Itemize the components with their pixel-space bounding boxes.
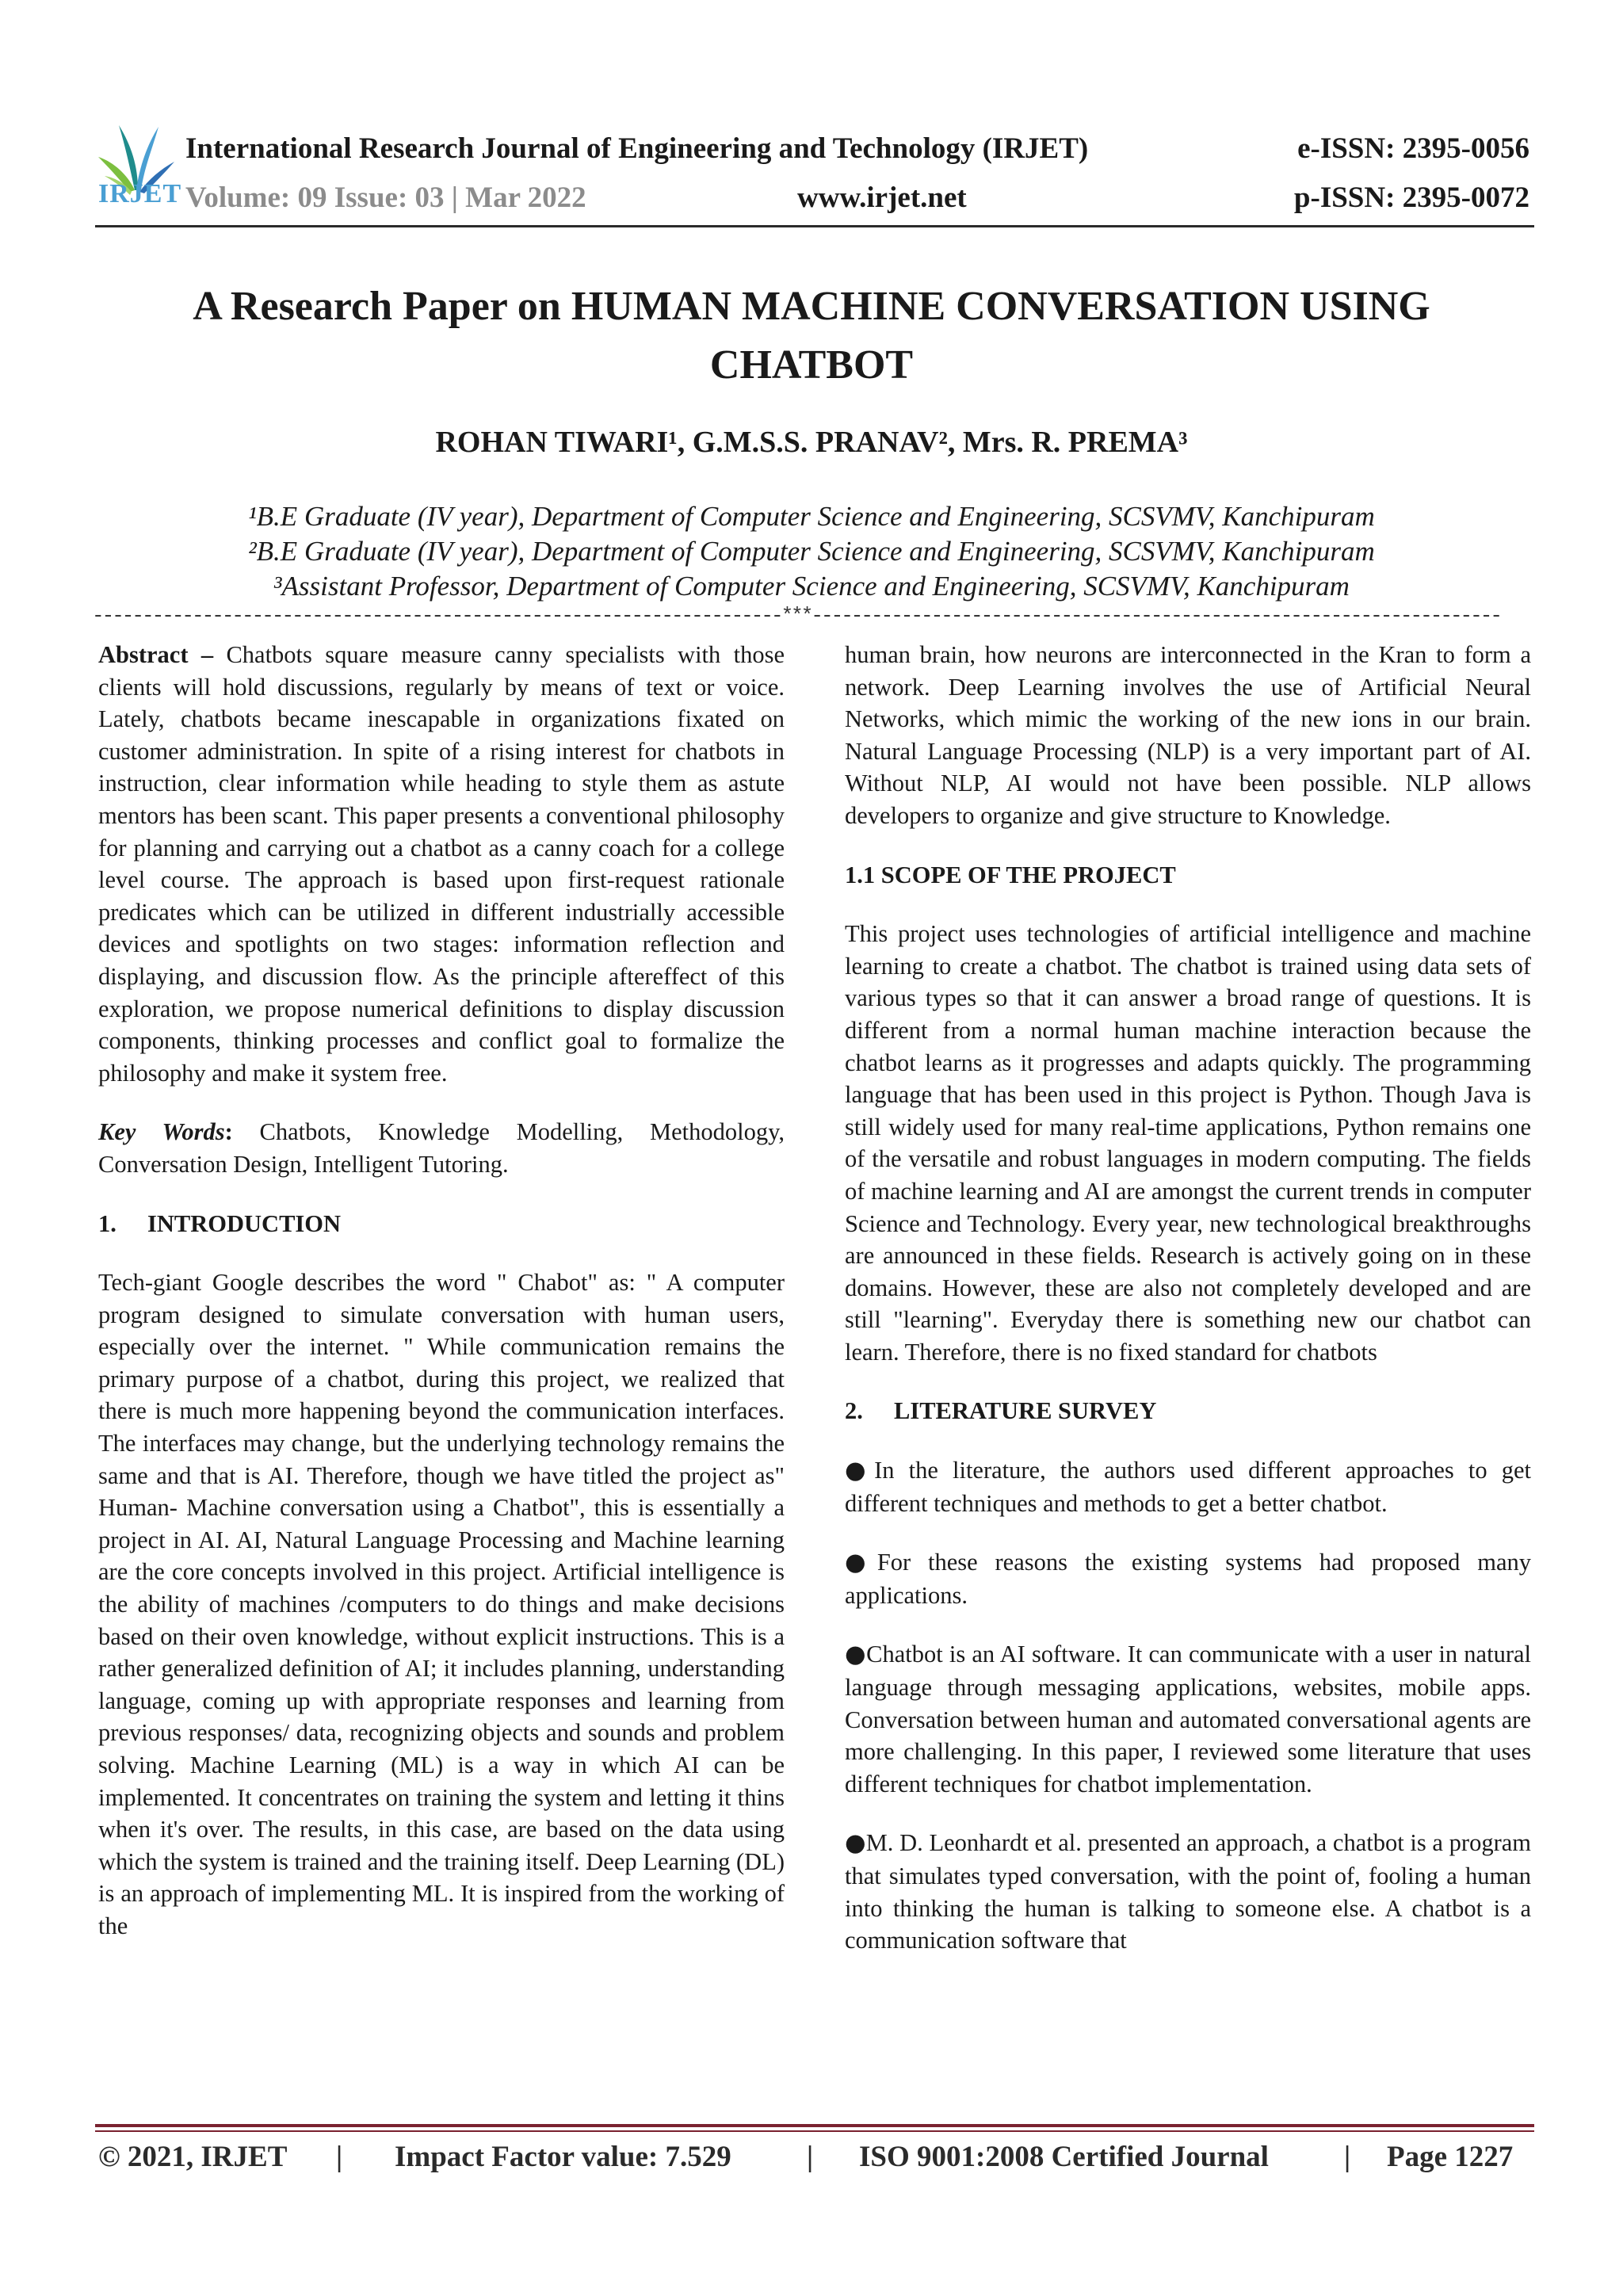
footer-iso-certification: ISO 9001:2008 Certified Journal: [859, 2141, 1269, 2173]
footer-copyright: © 2021, IRJET: [98, 2141, 288, 2173]
footer-divider-thin: [95, 2130, 1534, 2132]
keywords-text: Chatbots, Knowledge Modelling, Methodology, Conversation Design, Intelligent Tutoring.: [98, 1118, 785, 1178]
keywords-label: Key Words: [98, 1118, 225, 1146]
right-column: [845, 639, 1531, 1984]
section-separator: ---------------------------------------------------------------------***---------------------------------------------------------------------: [92, 604, 1500, 628]
literature-bullet: ●Chatbot is an AI software. It can communicate with a user in natural language through messaging applications, websites, mobile apps. Conversation between human and automated conversational agents are more challenging. In this paper, I reviewed some literature that uses different techniques for chatbot implementation.: [845, 1641, 1531, 1797]
literature-bullet: ●In the literature, the authors used different approaches to get different techniques and methods to get a better chatbot.: [845, 1457, 1532, 1517]
section-number: 2.: [845, 1397, 863, 1425]
footer-page-number: Page 1227: [1387, 2141, 1514, 2173]
journal-name: International Research Journal of Engineering and Technology (IRJET): [185, 132, 1089, 165]
volume-issue: Volume: 09 Issue: 03 | Mar 2022: [185, 181, 586, 214]
affiliation-3: ³Assistant Professor, Department of Computer Science and Engineering, SCSVMV, Kanchipuram: [273, 571, 1350, 602]
page-footer: [98, 2140, 1534, 2179]
logo-text: IRJET: [98, 179, 182, 208]
abstract-paragraph: [98, 639, 785, 1089]
paper-title-line-2: CHATBOT: [709, 342, 914, 388]
footer-separator: |: [336, 2141, 343, 2173]
p-issn: p-ISSN: 2395-0072: [1293, 181, 1529, 214]
journal-website-link[interactable]: www.irjet.net: [797, 181, 967, 214]
keywords-colon: :: [224, 1118, 233, 1146]
abstract-text: Chatbots square measure canny specialists with those clients will hold discussions, regularly by means of text or voice. Lately, chatbots became inescapable in organizations fixated on customer administration. In spite of a rising interest for chatbots in instruction, clear information while heading to style them as astute mentors has been scant. This paper presents a conventional philosophy for planning and carrying out a chatbot as a canny coach for a college level course. The approach is based upon first-request rationale predicates which can be utilized in different industrially accessible devices and spotlights on two stages: information reflection and displaying, and discussion flow. As the principle aftereffect of this exploration, we propose numerical definitions to display discussion components, thinking processes and conflict goal to formalize the philosophy and make it system free.: [98, 641, 785, 1087]
abstract-label: Abstract –: [98, 641, 214, 668]
introduction-paragraph: Tech-giant Google describes the word " Chabot" as: " A computer program designed to simulate conversation with human users, especially over the internet. " While communication remains the primary purpose of a chatbot, during this project, we realized that there is much more happening beyond the communication interfaces. The interfaces may change, but the underlying technology remains the same and that is AI. Therefore, though we have titled the project as" Human- Machine conversation using a Chatbot", this is essentially a project in AI. AI, Natural Language Processing and Machine learning are the core concepts involved in this project. Artificial intelligence is the ability of machines /computers to do things and make decisions based on their oven knowledge, without explicit instructions. This is a rather generalized definition of AI; it includes planning, understanding language, coming up with appropriate responses and learning from previous responses/ data, recognizing objects and sounds and problem solving. Machine Learning (ML) is a way in which AI can be implemented. It concentrates on training the system and letting it thins when it's over. The results, in this case, are based on the data using which the system is trained and the training itself. Deep Learning (DL) is an approach of implementing ML. It is inspired from the working of the: [98, 1269, 785, 1939]
footer-divider-thick: [95, 2124, 1534, 2127]
e-issn: e-ISSN: 2395-0056: [1297, 132, 1529, 165]
author-list: ROHAN TIWARI¹, G.M.S.S. PRANAV², Mrs. R. PREMA³: [435, 426, 1188, 459]
affiliation-1: ¹B.E Graduate (IV year), Department of Computer Science and Engineering, SCSVMV, Kanchipuram: [248, 501, 1375, 532]
section-heading-scope: 1.1 SCOPE OF THE PROJECT: [845, 861, 1176, 888]
section-heading-literature-survey: [845, 1395, 1531, 1427]
keywords-paragraph: [98, 1116, 785, 1180]
literature-bullet: ●For these reasons the existing systems had proposed many applications.: [845, 1549, 1531, 1609]
header-divider: [95, 225, 1534, 227]
section-title: LITERATURE SURVEY: [894, 1397, 1157, 1425]
paper-title-line-1: A Research Paper on HUMAN MACHINE CONVERSATION USING: [193, 284, 1430, 329]
footer-separator: |: [807, 2141, 814, 2173]
footer-separator: |: [1344, 2141, 1351, 2173]
affiliation-2: ²B.E Graduate (IV year), Department of Computer Science and Engineering, SCSVMV, Kanchipuram: [248, 536, 1375, 567]
section-heading-introduction: [98, 1208, 785, 1240]
scope-paragraph: This project uses technologies of artificial intelligence and machine learning to create a chatbot. The chatbot is trained using data sets of various types so that it can answer a broad range of questions. It is different from a normal human machine interaction because the chatbot learns as it progresses and adapts quickly. The programming language that has been used in this project is Python. Though Java is still widely used for many real-time applications, Python remains one of the versatile and robust languages in modern computing. The fields of machine learning and AI are amongst the current trends in computer Science and Technology. Every year, new technological breakthroughs are announced in these fields. Research is actively going on in these domains. However, these are also not completely developed and are still "learning". Everyday there is something new our chatbot can learn. Therefore, there is no fixed standard for chatbots: [845, 920, 1531, 1366]
section-number: 1.: [98, 1209, 116, 1237]
left-column: [98, 639, 785, 1969]
footer-impact-factor: Impact Factor value: 7.529: [395, 2141, 731, 2173]
paper-title: [111, 277, 1512, 395]
introduction-continued-paragraph: human brain, how neurons are interconnected in the Kran to form a network. Deep Learning involves the use of Artificial Neural Networks, which mimic the working of the new ions in our brain. Natural Language Processing (NLP) is a very important part of AI. Without NLP, AI would not have been possible. NLP allows developers to organize and give structure to Knowledge.: [845, 641, 1531, 829]
literature-bullet: ●M. D. Leonhardt et al. presented an approach, a chatbot is a program that simulates typed conversation, with the point of, fooling a human into thinking the human is talking to someone else. A chatbot is a communication software that: [845, 1829, 1531, 1954]
section-title: INTRODUCTION: [147, 1209, 342, 1237]
